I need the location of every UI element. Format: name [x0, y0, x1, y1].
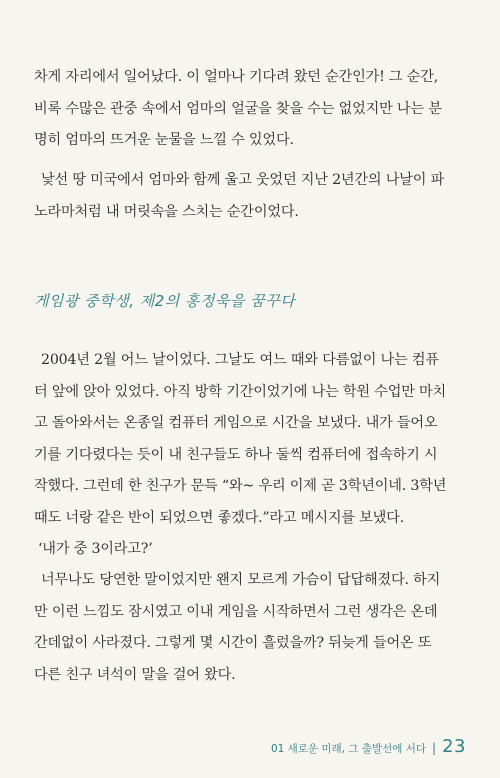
section-heading: 게임광 중학생, 제2의 홍정욱을 꿈꾸다 — [34, 292, 296, 310]
text-line: 비록 수많은 관중 속에서 엄마의 얼굴을 찾을 수는 없었지만 나는 분 — [34, 100, 442, 117]
text-line: 때도 너랑 같은 반이 되었으면 좋겠다.”라고 메시지를 보냈다. — [34, 509, 404, 526]
page-number: 23 — [442, 736, 466, 757]
paragraph-2 — [34, 165, 474, 228]
text-line: 기를 기다렸다는 듯이 내 친구들도 하나 둘씩 컴퓨터에 접속하기 시 — [34, 446, 438, 463]
footer-separator: | — [432, 741, 437, 755]
text-line: 너무나도 당연한 말이었지만 왠지 모르게 가슴이 답답해졌다. 하지 — [41, 572, 441, 588]
text-line: 차게 자리에서 일어났다. 이 얼마나 기다려 왔던 순간인가! 그 순간, — [34, 69, 439, 85]
paragraph-3 — [34, 345, 474, 534]
text-line: 고 돌아와서는 온종일 컴퓨터 게임으로 시간을 보냈다. 내가 들어오 — [34, 415, 438, 431]
paragraph-1 — [34, 62, 474, 157]
text-line: 낯선 땅 미국에서 엄마와 함께 울고 웃었던 지난 2년간의 나날이 파 — [41, 172, 445, 188]
text-line: 명히 엄마의 뜨거운 눈물을 느낄 수 있었다. — [34, 132, 294, 148]
text-line: 간데없이 사라졌다. 그렇게 몇 시간이 흘렀을까? 뒤늦게 들어온 또 — [34, 635, 432, 651]
text-line: 터 앞에 앉아 있었다. 아직 방학 기간이었기에 나는 학원 수업만 마치 — [34, 383, 447, 400]
text-line: 2004년 2월 어느 날이었다. 그날도 여느 때와 다름없이 나는 컴퓨 — [41, 352, 439, 368]
text-line: 노라마처럼 내 머릿속을 스치는 순간이었다. — [34, 203, 299, 220]
paragraph-4 — [34, 534, 474, 566]
text-line: 작했다. 그런데 한 친구가 문득 “와~ 우리 이제 곧 3학년이네. 3학년 — [34, 478, 447, 494]
page-footer — [271, 736, 466, 757]
paragraph-5 — [34, 565, 474, 691]
running-head: 01 새로운 미래, 그 출발선에 서다 — [270, 743, 427, 755]
text-line: 다른 친구 녀석이 말을 걸어 왔다. — [34, 666, 236, 683]
text-line: ‘내가 중 3이라고?’ — [38, 541, 153, 557]
text-line: 만 이런 느낌도 잠시였고 이내 게임을 시작하면서 그런 생각은 온데 — [34, 603, 438, 620]
